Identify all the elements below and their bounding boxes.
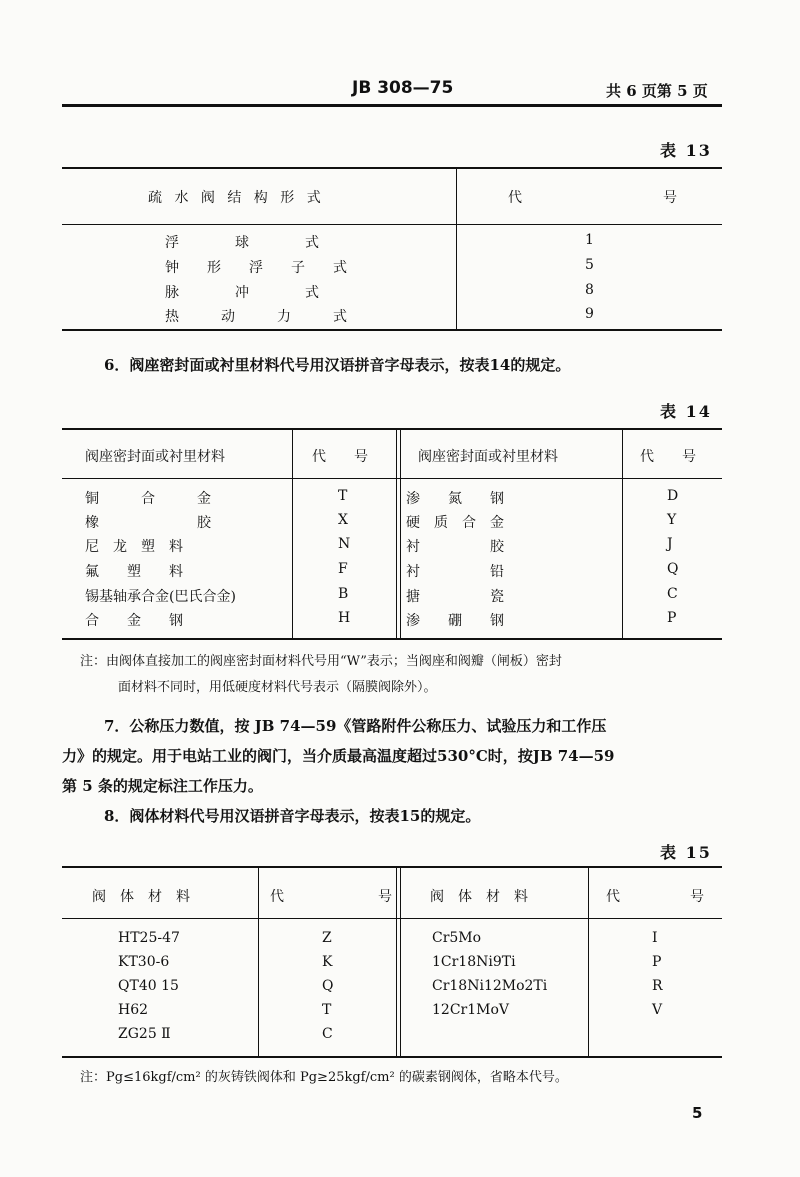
table14-divider-3 [622, 430, 623, 638]
page-number: 5 [692, 1104, 703, 1122]
table15-head-code-1a: 代 [270, 889, 284, 905]
table13-title: 表 13 [660, 141, 712, 160]
table15-divider-2a [396, 868, 397, 1056]
table13-row-3-code: 8 [585, 282, 594, 298]
paragraph-8: 8．阀体材料代号用汉语拼音字母表示，按表15的规定。 [104, 807, 481, 825]
table14-title: 表 14 [660, 402, 712, 421]
table14-row-6-material-1: 合 金 钢 [85, 613, 183, 629]
table14-divider-1 [292, 430, 293, 638]
table14-row-4-material-2: 衬 铅 [406, 564, 504, 580]
table14-head-material-2: 阀座密封面或衬里材料 [418, 449, 558, 465]
table14-row-4-material-1: 氟 塑 料 [85, 564, 183, 580]
table14-row-6-code-2: P [667, 610, 677, 626]
table14-row-4-code-1: F [338, 561, 348, 577]
table15-head-rule [62, 918, 722, 919]
table15-row-3-material-1: QT40 15 [118, 978, 179, 994]
table13-row-1-code: 1 [585, 232, 594, 248]
table13-divider [456, 169, 457, 329]
table14-head-rule [62, 478, 722, 479]
table13-top-rule [62, 167, 722, 169]
paragraph-6: 6．阀座密封面或衬里材料代号用汉语拼音字母表示，按表14的规定。 [104, 356, 571, 374]
table14-note-line-2: 面材料不同时，用低硬度材料代号表示（隔膜阀除外）。 [118, 680, 437, 695]
table13-head-structure: 疏 水 阀 结 构 形 式 [148, 190, 325, 206]
table15-divider-3 [588, 868, 589, 1056]
table14-row-5-code-2: C [667, 586, 678, 602]
table15-head-code-1b: 号 [378, 889, 392, 905]
table15-row-4-code-1: T [322, 1002, 332, 1018]
table14-row-2-material-2: 硬 质 合 金 [406, 515, 504, 531]
header-rule [62, 104, 722, 107]
table15-row-2-material-2: 1Cr18Ni9Ti [432, 954, 516, 970]
table14-row-5-material-2: 搪 瓷 [406, 589, 504, 605]
table14-head-code-1: 代 号 [312, 449, 368, 465]
table14-divider-2b [400, 430, 401, 638]
table15-row-3-code-1: Q [322, 978, 334, 994]
table15-row-1-material-2: Cr5Mo [432, 930, 482, 946]
table15-row-1-code-1: Z [322, 930, 332, 946]
table14-row-1-material-2: 渗 氮 钢 [406, 491, 504, 507]
table13-row-4-code: 9 [585, 306, 594, 322]
table15-row-4-code-2: V [652, 1002, 663, 1018]
table13-bottom-rule [62, 329, 722, 331]
table13-head-code-2: 号 [663, 190, 677, 206]
table14-row-4-code-2: Q [667, 561, 679, 577]
table14-row-5-material-1: 锡基轴承合金(巴氏合金) [85, 589, 236, 605]
table15-head-code-2a: 代 [606, 889, 620, 905]
table15-top-rule [62, 866, 722, 868]
table14-head-code-2: 代 号 [640, 449, 696, 465]
table15-row-4-material-2: 12Cr1MoV [432, 1002, 509, 1018]
table14-row-6-code-1: H [338, 610, 351, 626]
table14-row-5-code-1: B [338, 586, 349, 602]
table15-head-code-2b: 号 [690, 889, 704, 905]
table13-row-2-code: 5 [585, 257, 594, 273]
table13-head-rule [62, 224, 722, 225]
table15-row-2-code-1: K [322, 954, 333, 970]
table13-row-2-name: 钟 形 浮 子 式 [165, 260, 347, 276]
table15-note: 注：Pg≤16kgf/cm² 的灰铸铁阀体和 Pg≥25kgf/cm² 的碳素钢阀体，省略本代号。 [80, 1070, 568, 1085]
table15-row-3-material-2: Cr18Ni12Mo2Ti [432, 978, 548, 994]
page-indicator: 共 6 页第 5 页 [606, 82, 708, 100]
table15-divider-1 [258, 868, 259, 1056]
table15-row-4-material-1: H62 [118, 1002, 149, 1018]
table14-row-3-material-1: 尼 龙 塑 料 [85, 539, 183, 555]
table14-row-1-material-1: 铜 合 金 [85, 491, 211, 507]
standard-number: JB 308—75 [352, 78, 454, 98]
table14-row-6-material-2: 渗 硼 钢 [406, 613, 504, 629]
table15-title: 表 15 [660, 843, 712, 862]
table14-top-rule [62, 428, 722, 430]
table15-head-material-2: 阀 体 材 料 [430, 889, 528, 905]
table14-bottom-rule [62, 638, 722, 640]
table15-row-2-material-1: KT30-6 [118, 954, 170, 970]
table15-row-1-material-1: HT25-47 [118, 930, 180, 946]
table15-row-3-code-2: R [652, 978, 663, 994]
table15-row-1-code-2: I [652, 930, 658, 946]
table14-row-1-code-1: T [338, 488, 348, 504]
table13-row-3-name: 脉 冲 式 [165, 285, 319, 301]
table14-row-2-code-2: Y [667, 512, 677, 528]
table14-row-2-material-1: 橡 胶 [85, 515, 211, 531]
table14-row-1-code-2: D [667, 488, 679, 504]
table14-head-material-1: 阀座密封面或衬里材料 [85, 449, 225, 465]
table14-divider-2a [396, 430, 397, 638]
table15-divider-2b [400, 868, 401, 1056]
table14-row-3-code-1: N [338, 536, 351, 552]
paragraph-7-line-2: 力》的规定。用于电站工业的阀门，当介质最高温度超过530°C时，按JB 74—59 [62, 747, 615, 765]
table15-row-2-code-2: P [652, 954, 662, 970]
table15-row-5-code-1: C [322, 1026, 333, 1042]
table14-note-line-1: 注：由阀体直接加工的阀座密封面材料代号用“W”表示；当阀座和阀瓣（闸板）密封 [80, 654, 562, 669]
table14-row-3-material-2: 衬 胶 [406, 539, 504, 555]
table15-head-material-1: 阀 体 材 料 [92, 889, 190, 905]
table15-bottom-rule [62, 1056, 722, 1058]
table13-row-4-name: 热 动 力 式 [165, 309, 347, 325]
table15-row-5-material-1: ZG25 Ⅱ [118, 1026, 171, 1042]
table13-head-code-1: 代 [508, 190, 522, 206]
table13-row-1-name: 浮 球 式 [165, 235, 319, 251]
paragraph-7-line-1: 7．公称压力数值，按 JB 74—59《管路附件公称压力、试验压力和工作压 [104, 717, 607, 735]
table14-row-2-code-1: X [338, 512, 348, 528]
paragraph-7-line-3: 第 5 条的规定标注工作压力。 [62, 777, 263, 795]
table14-row-3-code-2: J [667, 536, 673, 552]
